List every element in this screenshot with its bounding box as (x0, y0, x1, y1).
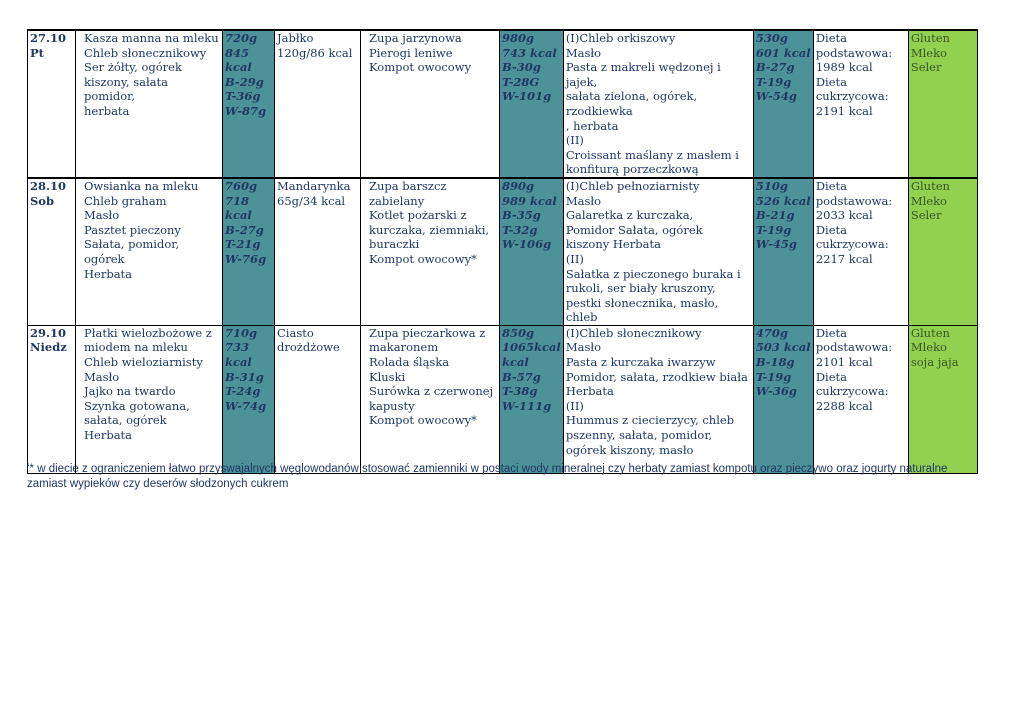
breakfast-nutrition-cell: 710g 733 kcal B-31g T-24g W-74g (223, 325, 275, 473)
day-cell: 29.10 Niedz (28, 325, 76, 473)
lunch-cell: Zupa jarzynowa Pierogi leniwe Kompot owocowy (361, 30, 500, 178)
table-row (28, 178, 978, 325)
dinner-nutrition-cell: 510g 526 kcal B-21g T-19g W-45g (753, 178, 813, 325)
dinner-cell: (I)Chleb orkiszowy Masło Pasta z makreli wędzonej i jajek, sałata zielona, ogórek, rzodkiewka , herbata (II) Croissant maślany z masłem i konfiturą porzeczkową (563, 30, 753, 178)
lunch-nutrition-cell: 890g 989 kcal B-35g T-32g W-106g (500, 178, 564, 325)
menu-table (27, 29, 978, 474)
breakfast-nutrition-cell: 760g 718 kcal B-27g T-21g W-76g (223, 178, 275, 325)
allergens-cell: Gluten Mleko Seler (908, 178, 977, 325)
snack-cell: Mandarynka 65g/34 kcal (275, 178, 361, 325)
day-cell: 28.10 Sob (28, 178, 76, 325)
table-row (28, 30, 978, 178)
lunch-nutrition-cell: 980g 743 kcal B-30g T-28G W-101g (500, 30, 564, 178)
dinner-nutrition-cell: 530g 601 kcal B-27g T-19g W-54g (753, 30, 813, 178)
footnote: ‘* w diecie z ograniczeniem łatwo przyswajalnych węglowodanów stosować zamienniki w postaci wody mineralnej czy herbaty zamiast kompotu oraz pieczywo oraz jogurty naturalne zamiast wypieków czy deserów słodzonych cukrem (27, 463, 948, 490)
diet-cell: Dieta podstawowa: 2101 kcal Dieta cukrzycowa: 2288 kcal (813, 325, 908, 473)
lunch-cell: Zupa barszcz zabielany Kotlet pożarski z kurczaka, ziemniaki, buraczki Kompot owocowy* (361, 178, 500, 325)
breakfast-cell: Kasza manna na mleku Chleb słonecznikowy Ser żółty, ogórek kiszony, sałata pomidor, herbata (76, 30, 223, 178)
diet-cell: Dieta podstawowa: 1989 kcal Dieta cukrzycowa: 2191 kcal (813, 30, 908, 178)
table-row (28, 325, 978, 473)
day-cell: 27.10 Pt (28, 30, 76, 178)
diet-cell: Dieta podstawowa: 2033 kcal Dieta cukrzycowa: 2217 kcal (813, 178, 908, 325)
allergens-cell: Gluten Mleko Seler (908, 30, 977, 178)
breakfast-cell: Owsianka na mleku Chleb graham Masło Pasztet pieczony Sałata, pomidor, ogórek Herbata (76, 178, 223, 325)
breakfast-cell: Płatki wielozbożowe z miodem na mleku Chleb wieloziarnisty Masło Jajko na twardo Szynka gotowana, sałata, ogórek Herbata (76, 325, 223, 473)
dinner-cell: (I)Chleb słonecznikowy Masło Pasta z kurczaka iwarzyw Pomidor, sałata, rzodkiew biała Herbata (II) Hummus z ciecierzycy, chleb pszenny, sałata, pomidor, ogórek kiszony, masło (563, 325, 753, 473)
snack-cell: Jabłko 120g/86 kcal (275, 30, 361, 178)
snack-cell: Ciasto drożdżowe (275, 325, 361, 473)
allergens-cell: Gluten Mleko soja jaja (908, 325, 977, 473)
lunch-nutrition-cell: 850g 1065kcal kcal B-57g T-38g W-111g (500, 325, 564, 473)
dinner-nutrition-cell: 470g 503 kcal B-18g T-19g W-36g (753, 325, 813, 473)
lunch-cell: Zupa pieczarkowa z makaronem Rolada śląska Kluski Surówka z czerwonej kapusty Kompot owocowy* (361, 325, 500, 473)
breakfast-nutrition-cell: 720g 845 kcal B-29g T-36g W-87g (223, 30, 275, 178)
dinner-cell: (I)Chleb pełnoziarnisty Masło Galaretka z kurczaka, Pomidor Sałata, ogórek kiszony Herbata (II) Sałatka z pieczonego buraka i rukoli, ser biały kruszony, pestki słonecznika, masło, chleb (563, 178, 753, 325)
